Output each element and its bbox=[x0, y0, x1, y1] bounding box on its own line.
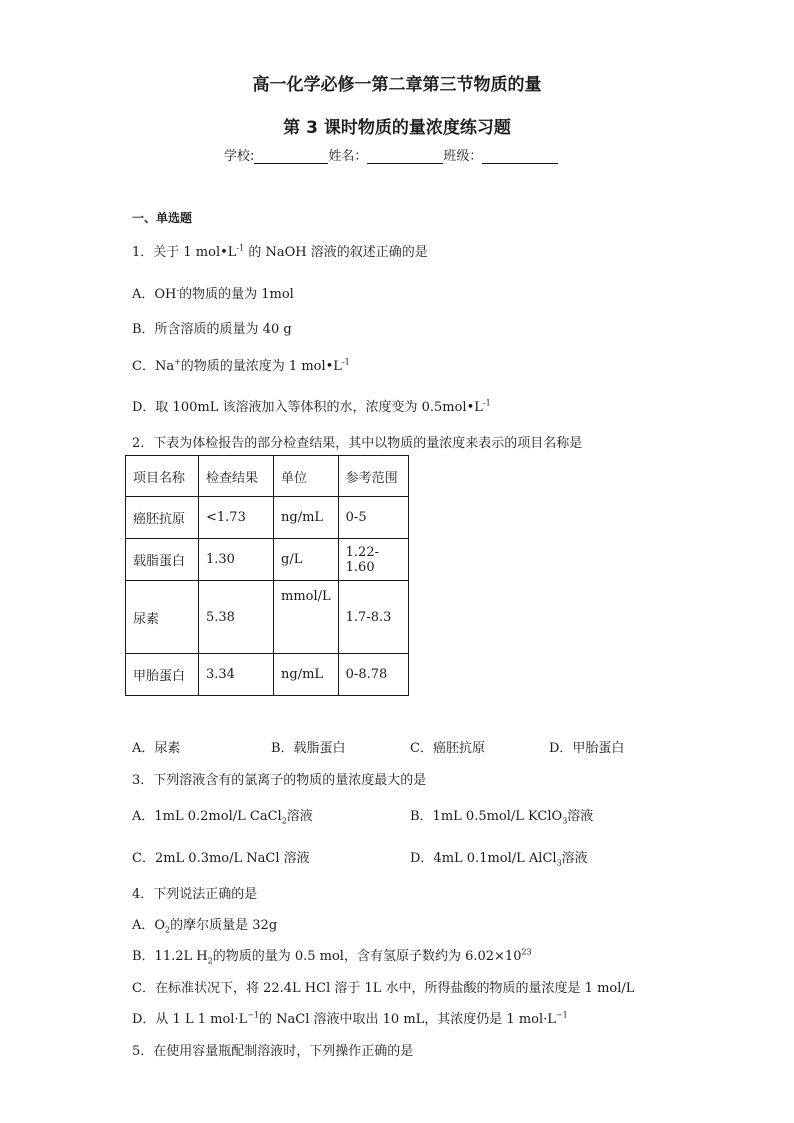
name-label: 姓名： bbox=[328, 149, 368, 164]
table-cell: ng/mL bbox=[274, 654, 339, 696]
table-header-cell: 项目名称 bbox=[126, 456, 199, 497]
question-4-option-a[interactable]: A．$O_2$的摩尔质量是 32g bbox=[132, 918, 278, 935]
section-heading-single-choice: 一、单选题 bbox=[132, 211, 193, 225]
table-cell: ng/mL bbox=[274, 497, 339, 539]
table-cell: 3.34 bbox=[199, 654, 274, 696]
question-3-option-a[interactable]: A．1mL 0.2mol/L CaCl$_2$溶液 bbox=[132, 809, 313, 826]
class-label: 班级： bbox=[443, 149, 483, 164]
table-header-cell: 参考范围 bbox=[338, 456, 408, 497]
question-4-option-d[interactable]: D．从 1 L 1 $mol\cdot L^{-1}$的 NaCl 溶液中取出 10 mL，其浓度仍是 1 $mol\cdot L^{-1}$ bbox=[132, 1010, 568, 1027]
table-cell: 0-5 bbox=[338, 497, 408, 539]
question-3-option-b[interactable]: B．1mL 0.5mol/L KClO$_3$溶液 bbox=[410, 809, 594, 826]
question-2-option-a[interactable]: A．尿素 bbox=[132, 741, 181, 756]
class-blank[interactable] bbox=[482, 150, 558, 164]
table-cell: 5.38 bbox=[199, 581, 274, 654]
name-blank[interactable] bbox=[367, 150, 443, 164]
question-1-option-c[interactable]: C．Na+的物质的量浓度为 1 $mol•L^{-1}$ bbox=[132, 357, 350, 374]
question-1-option-b[interactable]: B．所含溶质的质量为 40 g bbox=[132, 322, 292, 337]
question-2-option-d[interactable]: D．甲胎蛋白 bbox=[549, 741, 625, 756]
table-cell: 载脂蛋白 bbox=[126, 539, 199, 581]
question-4-stem: 4．下列说法正确的是 bbox=[132, 887, 258, 902]
table-row bbox=[126, 497, 409, 539]
question-1-option-d[interactable]: D．取 100mL 该溶液加入等体积的水，浓度变为 $0.5mol•L^{-1}$ bbox=[132, 398, 491, 415]
table-cell: 尿素 bbox=[126, 581, 199, 654]
table-row bbox=[126, 654, 409, 696]
table-cell: 甲胎蛋白 bbox=[126, 654, 199, 696]
table-cell: 1.22-1.60 bbox=[338, 539, 408, 581]
question-2-option-b[interactable]: B．载脂蛋白 bbox=[271, 741, 346, 756]
question-3-option-d[interactable]: D．4mL 0.1mol/L AlCl$_3$溶液 bbox=[410, 851, 588, 868]
question-4-option-b[interactable]: B．11.2L $H_2$的物质的量为 0.5 mol，含有氢原子数约为 $6.02\times 10^{23}$ bbox=[132, 947, 532, 966]
table-cell: mmol/L bbox=[274, 581, 339, 654]
table-header-row bbox=[126, 456, 409, 497]
school-label: 学校: bbox=[224, 149, 255, 164]
question-2-option-c[interactable]: C．癌胚抗原 bbox=[410, 741, 485, 756]
table-cell: 癌胚抗原 bbox=[126, 497, 199, 539]
question-3-stem: 3．下列溶液含有的氯离子的物质的量浓度最大的是 bbox=[132, 773, 427, 788]
question-5-stem: 5．在使用容量瓶配制溶液时，下列操作正确的是 bbox=[132, 1044, 414, 1059]
table-header-cell: 检查结果 bbox=[199, 456, 274, 497]
table-cell: 1.7-8.3 bbox=[338, 581, 408, 654]
lab-results-table bbox=[125, 455, 409, 696]
question-4-option-c[interactable]: C．在标准状况下，将 22.4L HCl 溶于 1L 水中，所得盐酸的物质的量浓度是 1 mol/L bbox=[132, 981, 635, 996]
page-title: 高一化学必修一第二章第三节物质的量 bbox=[252, 75, 542, 95]
table-cell: 1.30 bbox=[199, 539, 274, 581]
student-info-line bbox=[224, 145, 558, 164]
table-header-cell: 单位 bbox=[274, 456, 339, 497]
question-3-option-c[interactable]: C．2mL 0.3mo/L NaCl 溶液 bbox=[132, 851, 310, 866]
table-row bbox=[126, 581, 409, 654]
question-1-option-a[interactable]: A．OH-的物质的量为 1mol bbox=[132, 285, 294, 302]
table-cell: g/L bbox=[274, 539, 339, 581]
question-2-stem: 2．下表为体检报告的部分检查结果，其中以物质的量浓度来表示的项目名称是 bbox=[132, 436, 583, 451]
school-blank[interactable] bbox=[254, 150, 328, 164]
page-subtitle: 第 3 课时物质的量浓度练习题 bbox=[283, 118, 511, 138]
table-cell: 0-8.78 bbox=[338, 654, 408, 696]
table-row bbox=[126, 539, 409, 581]
table-cell: <1.73 bbox=[199, 497, 274, 539]
question-1-stem: 1．关于 1 $mol•L^{-1}$ 的 NaOH 溶液的叙述正确的是 bbox=[132, 243, 428, 260]
